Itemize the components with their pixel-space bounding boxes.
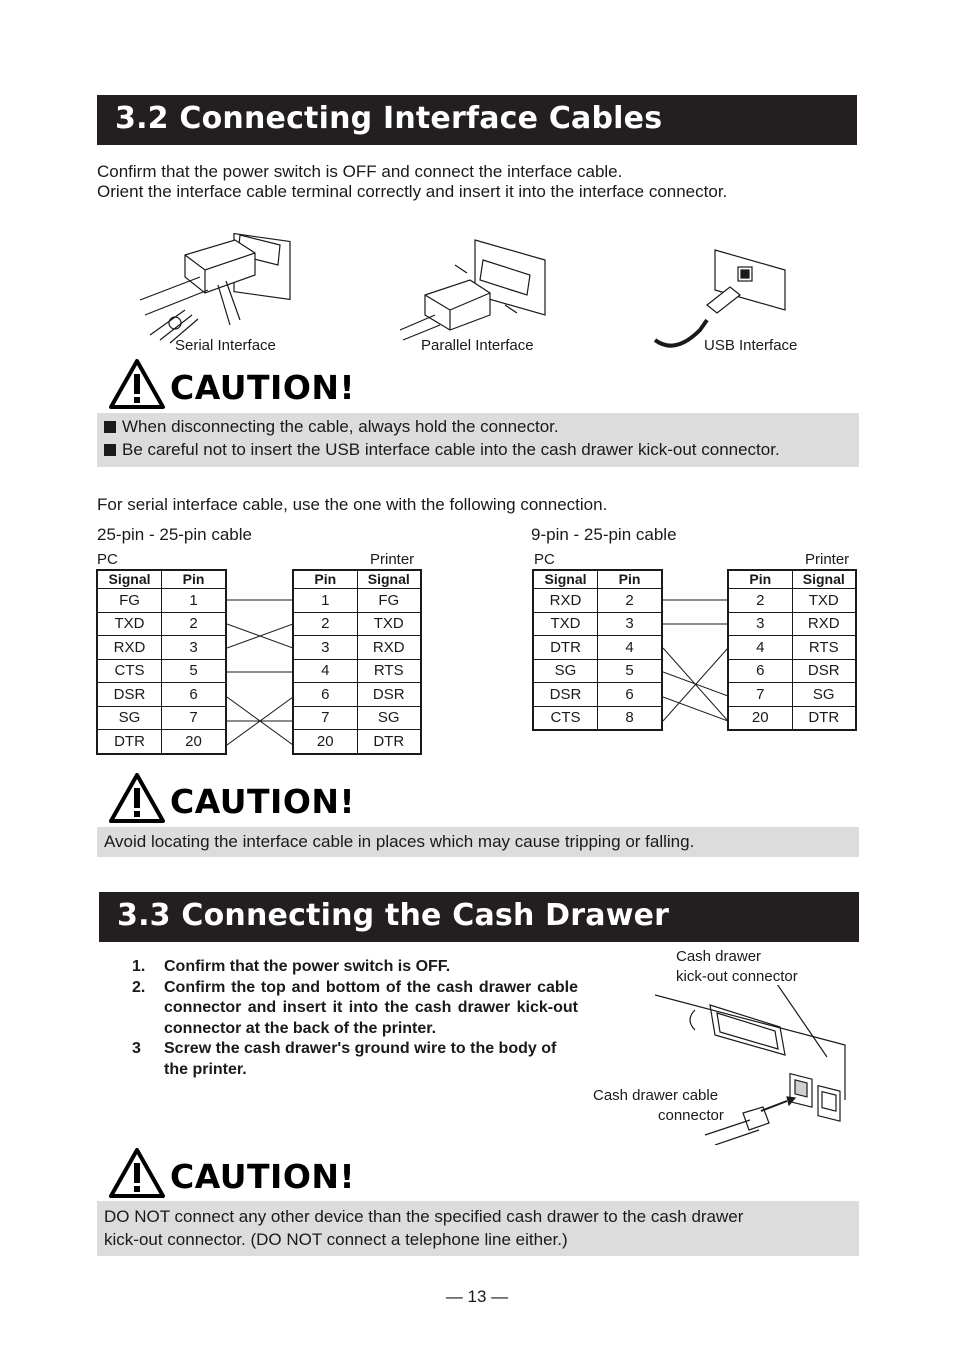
step-3-text: Screw the cash drawer's ground wire to the body of the printer. — [164, 1040, 557, 1078]
pin-table-cell: 4 — [598, 636, 663, 660]
pin-table-cell: DSR — [97, 683, 162, 707]
pin-table-row — [728, 612, 856, 636]
pin-table-header-cell: Signal — [97, 570, 162, 589]
pin-table-row — [97, 636, 226, 660]
intro-text — [97, 162, 727, 202]
caution-2-text: Avoid locating the interface cable in places which may cause tripping or falling. — [104, 832, 695, 851]
intro-line-1: Confirm that the power switch is OFF and connect the interface cable. — [97, 162, 623, 181]
drawer-label-top-1: Cash drawer — [676, 948, 762, 965]
step-1-text: Confirm that the power switch is OFF. — [164, 958, 451, 975]
bullet-square-icon — [104, 444, 116, 456]
cable-9-pc-label: PC — [534, 551, 555, 568]
pin-table-cell: TXD — [792, 589, 856, 613]
drawer-steps-list — [128, 957, 578, 1081]
pin-table-cell: 8 — [598, 706, 663, 730]
pin-table-cell: TXD — [97, 612, 162, 636]
warning-triangle-icon — [108, 1147, 166, 1199]
step-1-number: 1. — [132, 958, 146, 975]
caution-1-item-2 — [104, 440, 780, 460]
caution-box-3 — [97, 1201, 859, 1256]
pin-table-cell: 1 — [293, 589, 357, 613]
pin-table-row — [533, 589, 662, 613]
pin-table-cell: 4 — [293, 659, 357, 683]
pin-table-row — [97, 612, 226, 636]
pin-table-cell: RXD — [97, 636, 162, 660]
pin-table-cell: 2 — [162, 612, 227, 636]
pin-table-row — [97, 659, 226, 683]
cable-25-pc-label: PC — [97, 551, 118, 568]
pin-table-cell: SG — [792, 683, 856, 707]
drawer-label-top-2: kick-out connector — [676, 968, 798, 985]
pin-table-row — [293, 706, 421, 730]
pin-table-row — [533, 659, 662, 683]
pin-table-cell: RTS — [792, 636, 856, 660]
pin-table-cell: 7 — [162, 706, 227, 730]
caution-3-line-2: kick-out connector. (DO NOT connect a telephone line either.) — [104, 1230, 568, 1249]
pin-table-cell: 2 — [598, 589, 663, 613]
pin-table-cell: 7 — [728, 683, 792, 707]
pin-table-header-cell: Pin — [162, 570, 227, 589]
pin-table-row — [728, 636, 856, 660]
pin-table-cell: SG — [533, 659, 598, 683]
cable-9-printer-table — [727, 569, 857, 731]
cable-9-title: 9-pin - 25-pin cable — [531, 525, 677, 544]
pin-table-header-row — [97, 570, 226, 589]
caution-heading-3 — [108, 1147, 408, 1201]
section-3-3-title: 3.3 Connecting the Cash Drawer — [117, 898, 670, 933]
pin-table-header-row — [533, 570, 662, 589]
caution-box-1 — [97, 413, 859, 467]
caution-title-2: CAUTION! — [170, 782, 356, 821]
pin-table-header-cell: Signal — [357, 570, 421, 589]
pin-table-cell: 6 — [598, 683, 663, 707]
pin-table-row — [533, 636, 662, 660]
pin-table-row — [97, 706, 226, 730]
pin-table-cell: 6 — [162, 683, 227, 707]
pin-table-header-cell: Pin — [728, 570, 792, 589]
pin-table-cell: SG — [357, 706, 421, 730]
serial-interface-label: Serial Interface — [175, 337, 276, 354]
pin-table-cell: RXD — [533, 589, 598, 613]
pin-table-cell: RTS — [357, 659, 421, 683]
pin-table-cell: 7 — [293, 706, 357, 730]
pin-table-row — [293, 589, 421, 613]
pin-table-row — [533, 706, 662, 730]
pin-table-cell: TXD — [533, 612, 598, 636]
cable-25-title: 25-pin - 25-pin cable — [97, 525, 252, 544]
wire-dsr-dtr — [663, 697, 728, 721]
step-2-text: Confirm the top and bottom of the cash drawer cable connector and insert it into the cash drawer kick-out connector at the back of the printer. — [164, 978, 578, 1037]
pin-table-row — [533, 612, 662, 636]
pin-table-cell: DSR — [357, 683, 421, 707]
caution-1-item-2-text: Be careful not to insert the USB interface cable into the cash drawer kick-out connector. — [122, 440, 780, 459]
pin-table-cell: DSR — [792, 659, 856, 683]
cable-9-wiring-diagram — [663, 569, 728, 737]
pin-table-row — [728, 706, 856, 730]
serial-note: For serial interface cable, use the one with the following connection. — [97, 495, 608, 514]
cable-9-pc-table — [532, 569, 663, 731]
cash-drawer-connector-illustration — [655, 985, 850, 1145]
serial-connector-illustration — [130, 215, 300, 345]
pin-table-row — [293, 730, 421, 754]
pin-table-row — [533, 683, 662, 707]
pin-table-cell: 6 — [293, 683, 357, 707]
pin-table-row — [293, 612, 421, 636]
pin-table-header-cell: Pin — [293, 570, 357, 589]
pin-table-cell: 5 — [162, 659, 227, 683]
pin-table-cell: 3 — [162, 636, 227, 660]
pin-table-row — [97, 589, 226, 613]
step-2 — [128, 978, 578, 1040]
pin-table-cell: CTS — [97, 659, 162, 683]
pin-table-row — [728, 683, 856, 707]
pin-table-cell: 4 — [728, 636, 792, 660]
pin-table-header-row — [293, 570, 421, 589]
pin-table-cell: FG — [97, 589, 162, 613]
pin-table-header-row — [728, 570, 856, 589]
pin-table-row — [293, 636, 421, 660]
drawer-label-bottom-1: Cash drawer cable — [593, 1087, 719, 1104]
pin-table-cell: 5 — [598, 659, 663, 683]
pin-table-cell: 2 — [728, 589, 792, 613]
section-3-2-header — [97, 95, 857, 145]
step-3 — [128, 1039, 578, 1080]
caution-title-3: CAUTION! — [170, 1157, 356, 1196]
pin-table-cell: SG — [97, 706, 162, 730]
intro-line-2: Orient the interface cable terminal correctly and insert it into the interface connector. — [97, 182, 728, 201]
pin-table-cell: 2 — [293, 612, 357, 636]
pin-table-row — [728, 659, 856, 683]
pin-table-header-cell: Pin — [598, 570, 663, 589]
pin-table-row — [293, 683, 421, 707]
pin-table-cell: DTR — [792, 706, 856, 730]
cable-25-printer-label: Printer — [370, 551, 415, 568]
pin-table-row — [97, 683, 226, 707]
bullet-square-icon — [104, 421, 116, 433]
pin-table-cell: TXD — [357, 612, 421, 636]
caution-box-2 — [97, 827, 859, 857]
pin-table-cell: RXD — [357, 636, 421, 660]
pin-table-cell: CTS — [533, 706, 598, 730]
pin-table-cell: DTR — [357, 730, 421, 754]
warning-triangle-icon — [108, 772, 166, 824]
pin-table-cell: 20 — [728, 706, 792, 730]
pin-table-header-cell: Signal — [792, 570, 856, 589]
step-1 — [128, 957, 578, 978]
pin-table-cell: RXD — [792, 612, 856, 636]
pin-table-row — [293, 659, 421, 683]
step-3-number: 3 — [132, 1040, 141, 1058]
section-3-3-header — [99, 892, 859, 942]
cable-25-printer-table — [292, 569, 422, 755]
cable-25-wiring-diagram — [227, 569, 293, 761]
section-3-2-title: 3.2 Connecting Interface Cables — [115, 101, 663, 136]
caution-heading-1 — [108, 358, 408, 412]
caution-heading-2 — [108, 772, 408, 826]
page-number: — 13 — — [445, 1287, 509, 1306]
pin-table-cell: 20 — [293, 730, 357, 754]
warning-triangle-icon — [108, 358, 166, 410]
pin-table-cell: 3 — [598, 612, 663, 636]
caution-1-item-1 — [104, 417, 559, 437]
pin-table-cell: 3 — [728, 612, 792, 636]
caution-3-line-1: DO NOT connect any other device than the specified cash drawer to the cash drawer — [104, 1207, 744, 1226]
cable-9-printer-label: Printer — [805, 551, 850, 568]
caution-1-item-1-text: When disconnecting the cable, always hold the connector. — [122, 417, 559, 436]
caution-title-1: CAUTION! — [170, 368, 356, 407]
usb-interface-label: USB Interface — [704, 337, 798, 354]
parallel-interface-label: Parallel Interface — [421, 337, 534, 354]
pin-table-cell: DTR — [97, 730, 162, 754]
pin-table-cell: 1 — [162, 589, 227, 613]
step-2-number: 2. — [132, 978, 146, 996]
pin-table-row — [97, 730, 226, 754]
pin-table-cell: DTR — [533, 636, 598, 660]
pin-table-cell: FG — [357, 589, 421, 613]
parallel-connector-illustration — [395, 235, 555, 345]
pin-table-cell: 6 — [728, 659, 792, 683]
pin-table-cell: 20 — [162, 730, 227, 754]
cable-25-pc-table — [96, 569, 227, 755]
pin-table-cell: 3 — [293, 636, 357, 660]
pin-table-header-cell: Signal — [533, 570, 598, 589]
drawer-label-bottom-2: connector — [658, 1107, 724, 1124]
pin-table-row — [728, 589, 856, 613]
pin-table-cell: DSR — [533, 683, 598, 707]
